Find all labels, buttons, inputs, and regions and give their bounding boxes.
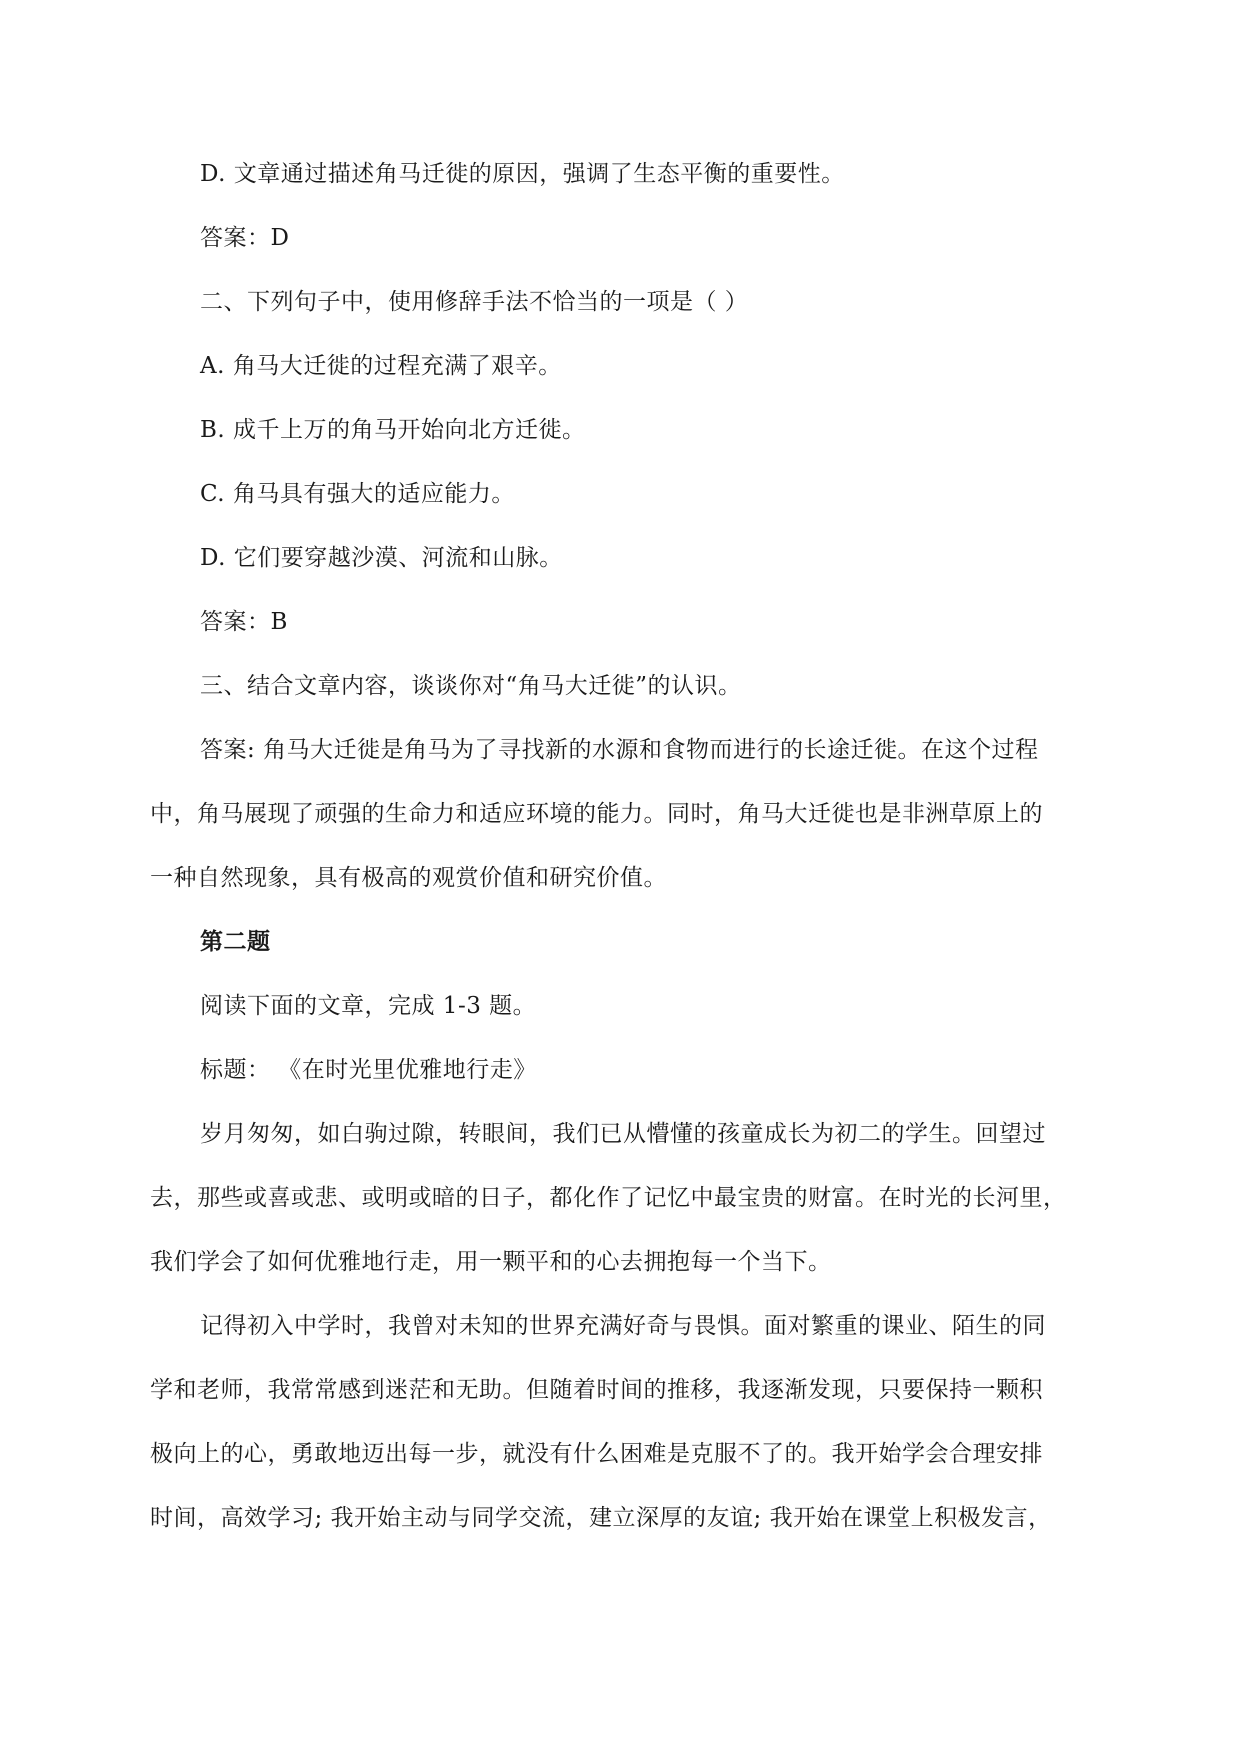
- q2-option-c: C. 角马具有强大的适应能力。: [200, 481, 515, 507]
- q2-option-a: A. 角马大迁徙的过程充满了艰辛。: [200, 353, 562, 379]
- q2-answer: 答案：B: [200, 609, 288, 635]
- q3-answer-line-3: 一种自然现象，具有极高的观赏价值和研究价值。: [150, 865, 667, 891]
- q3-title: 三、结合文章内容，谈谈你对“角马大迁徙”的认识。: [200, 673, 742, 699]
- q3-answer-line-2: 中，角马展现了顽强的生命力和适应环境的能力。同时，角马大迁徙也是非洲草原上的: [150, 801, 1043, 827]
- article-paragraph-2-line-4: 时间，高效学习; 我开始主动与同学交流，建立深厚的友谊; 我开始在课堂上积极发言，: [150, 1505, 1052, 1531]
- article-paragraph-2-line-1: 记得初入中学时，我曾对未知的世界充满好奇与畏惧。面对繁重的课业、陌生的同: [200, 1313, 1046, 1339]
- article-paragraph-2-line-2: 学和老师，我常常感到迷茫和无助。但随着时间的推移，我逐渐发现，只要保持一颗积: [150, 1377, 1043, 1403]
- article-paragraph-1-line-1: 岁月匆匆，如白驹过隙，转眼间，我们已从懵懂的孩童成长为初二的学生。回望过: [200, 1121, 1046, 1147]
- q2-option-d: D. 它们要穿越沙漠、河流和山脉。: [200, 545, 563, 571]
- section2-heading: 第二题: [200, 928, 271, 955]
- q2-title: 二、下列句子中，使用修辞手法不恰当的一项是（ ）: [200, 289, 749, 315]
- article-paragraph-2: [150, 1294, 1090, 1550]
- q3-answer-line-1: 答案: 角马大迁徙是角马为了寻找新的水源和食物而进行的长途迁徙。在这个过程: [200, 737, 1039, 763]
- q1-answer: 答案：D: [200, 225, 290, 251]
- q1-option-d: D. 文章通过描述角马迁徙的原因，强调了生态平衡的重要性。: [200, 161, 845, 187]
- q2-option-b: B. 成千上万的角马开始向北方迁徙。: [200, 417, 586, 443]
- article-paragraph-2-line-3: 极向上的心，勇敢地迈出每一步，就没有什么困难是克服不了的。我开始学会合理安排: [150, 1441, 1043, 1467]
- q3-answer-paragraph: [150, 718, 1090, 910]
- document-body: [150, 142, 1090, 1550]
- section2-instruction: 阅读下面的文章，完成 1-3 题。: [200, 993, 537, 1019]
- section2-title: 标题： 《在时光里优雅地行走》: [200, 1057, 537, 1083]
- article-paragraph-1-line-2: 去，那些或喜或悲、或明或暗的日子，都化作了记忆中最宝贵的财富。在时光的长河里，: [150, 1185, 1067, 1211]
- article-paragraph-1: [150, 1102, 1090, 1294]
- article-paragraph-1-line-3: 我们学会了如何优雅地行走，用一颗平和的心去拥抱每一个当下。: [150, 1249, 832, 1275]
